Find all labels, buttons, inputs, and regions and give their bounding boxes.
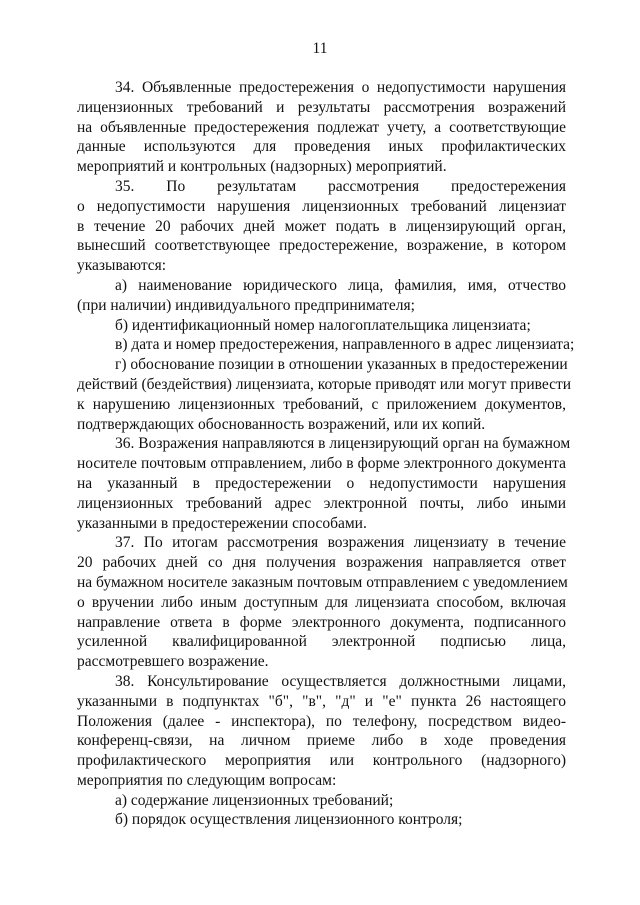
- text-line: конференц-связи, на личном приеме либо в ходе проведения: [77, 732, 566, 750]
- text-line: указываются:: [77, 257, 167, 275]
- text-line: в) дата и номер предостережения, направленного в адрес лицензиата;: [115, 336, 575, 354]
- text-line: направление ответа в форме электронного документа, подписанного: [77, 613, 566, 631]
- paragraph: [77, 791, 566, 811]
- text-line: 35. По результатам рассмотрения предостережения: [115, 177, 566, 195]
- text-line: на указанный в предостережении о недопустимости нарушения: [77, 474, 566, 492]
- paragraph: [77, 533, 566, 672]
- text-line: а) наименование юридического лица, фамилия, имя, отчество: [115, 276, 566, 294]
- text-line: 37. По итогам рассмотрения возражения лицензиату в течение: [115, 534, 566, 552]
- text-line: Положения (далее - инспектора), по телефону, посредством видео-: [77, 712, 566, 730]
- paragraph: [77, 177, 566, 276]
- paragraph: [77, 316, 566, 336]
- text-line: профилактического мероприятия или контрольного (надзорного): [77, 752, 566, 770]
- text-line: мероприятия по следующим вопросам:: [77, 771, 337, 789]
- text-line: в течение 20 рабочих дней может подать в лицензирующий орган,: [77, 217, 566, 235]
- text-line: лицензионных требований адрес электронной почты, либо иными: [77, 494, 566, 512]
- text-line: 36. Возражения направляются в лицензирующий орган на бумажном: [115, 435, 571, 453]
- text-line: 34. Объявленные предостережения о недопустимости нарушения: [115, 79, 566, 96]
- text-line: подтверждающих обоснованность возражений, или их копий.: [77, 415, 486, 433]
- text-line: усиленной квалифицированной электронной подписью лица,: [77, 633, 566, 651]
- text-line: данные используются для проведения иных профилактических: [77, 138, 566, 156]
- text-line: 38. Консультирование осуществляется должностными лицами,: [115, 672, 566, 690]
- text-line: лицензионных требований и результаты рассмотрения возражений: [77, 98, 566, 116]
- text-line: о недопустимости нарушения лицензионных требований лицензиат: [77, 197, 566, 215]
- text-line: на бумажном носителе заказным почтовым отправлением с уведомлением: [77, 573, 568, 591]
- text-line: рассмотревшего возражение.: [77, 653, 269, 671]
- paragraph: [77, 78, 566, 177]
- page-number: 11: [312, 40, 328, 57]
- text-line: указанными в подпунктах "б", "в", "д" и "е" пункта 26 настоящего: [77, 692, 566, 710]
- text-line: действий (бездействия) лицензиата, которые приводят или могут привести: [77, 375, 572, 393]
- paragraph: [77, 672, 566, 791]
- paragraph: [77, 434, 571, 533]
- text-line: (при наличии) индивидуального предпринимателя;: [77, 296, 415, 314]
- paragraph: [77, 276, 566, 316]
- text-line: б) идентификационный номер налогоплательщика лицензиата;: [115, 316, 531, 334]
- paragraph: [77, 810, 566, 830]
- text-line: 20 рабочих дней со дня получения возражения направляется ответ: [77, 554, 566, 572]
- text-line: на объявленные предостережения подлежат учету, а соответствующие: [77, 118, 566, 136]
- text-line: г) обоснование позиции в отношении указанных в предостережении: [115, 356, 568, 374]
- paragraph: [77, 335, 575, 355]
- text-line: а) содержание лицензионных требований;: [115, 791, 394, 809]
- text-line: о вручении либо иным доступным для лицензиата способом, включая: [77, 593, 566, 611]
- paragraph: [77, 355, 572, 434]
- text-line: вынесший соответствующее предостережение, возражение, в котором: [77, 237, 566, 255]
- text-line: к нарушению лицензионных требований, с приложением документов,: [77, 395, 566, 413]
- text-line: носителе почтовым отправлением, либо в форме электронного документа: [77, 455, 566, 473]
- text-line: указанными в предостережении способами.: [77, 514, 367, 532]
- text-line: мероприятий и контрольных (надзорных) мероприятий.: [77, 158, 447, 176]
- document-body: [77, 78, 575, 830]
- text-line: б) порядок осуществления лицензионного контроля;: [115, 811, 463, 829]
